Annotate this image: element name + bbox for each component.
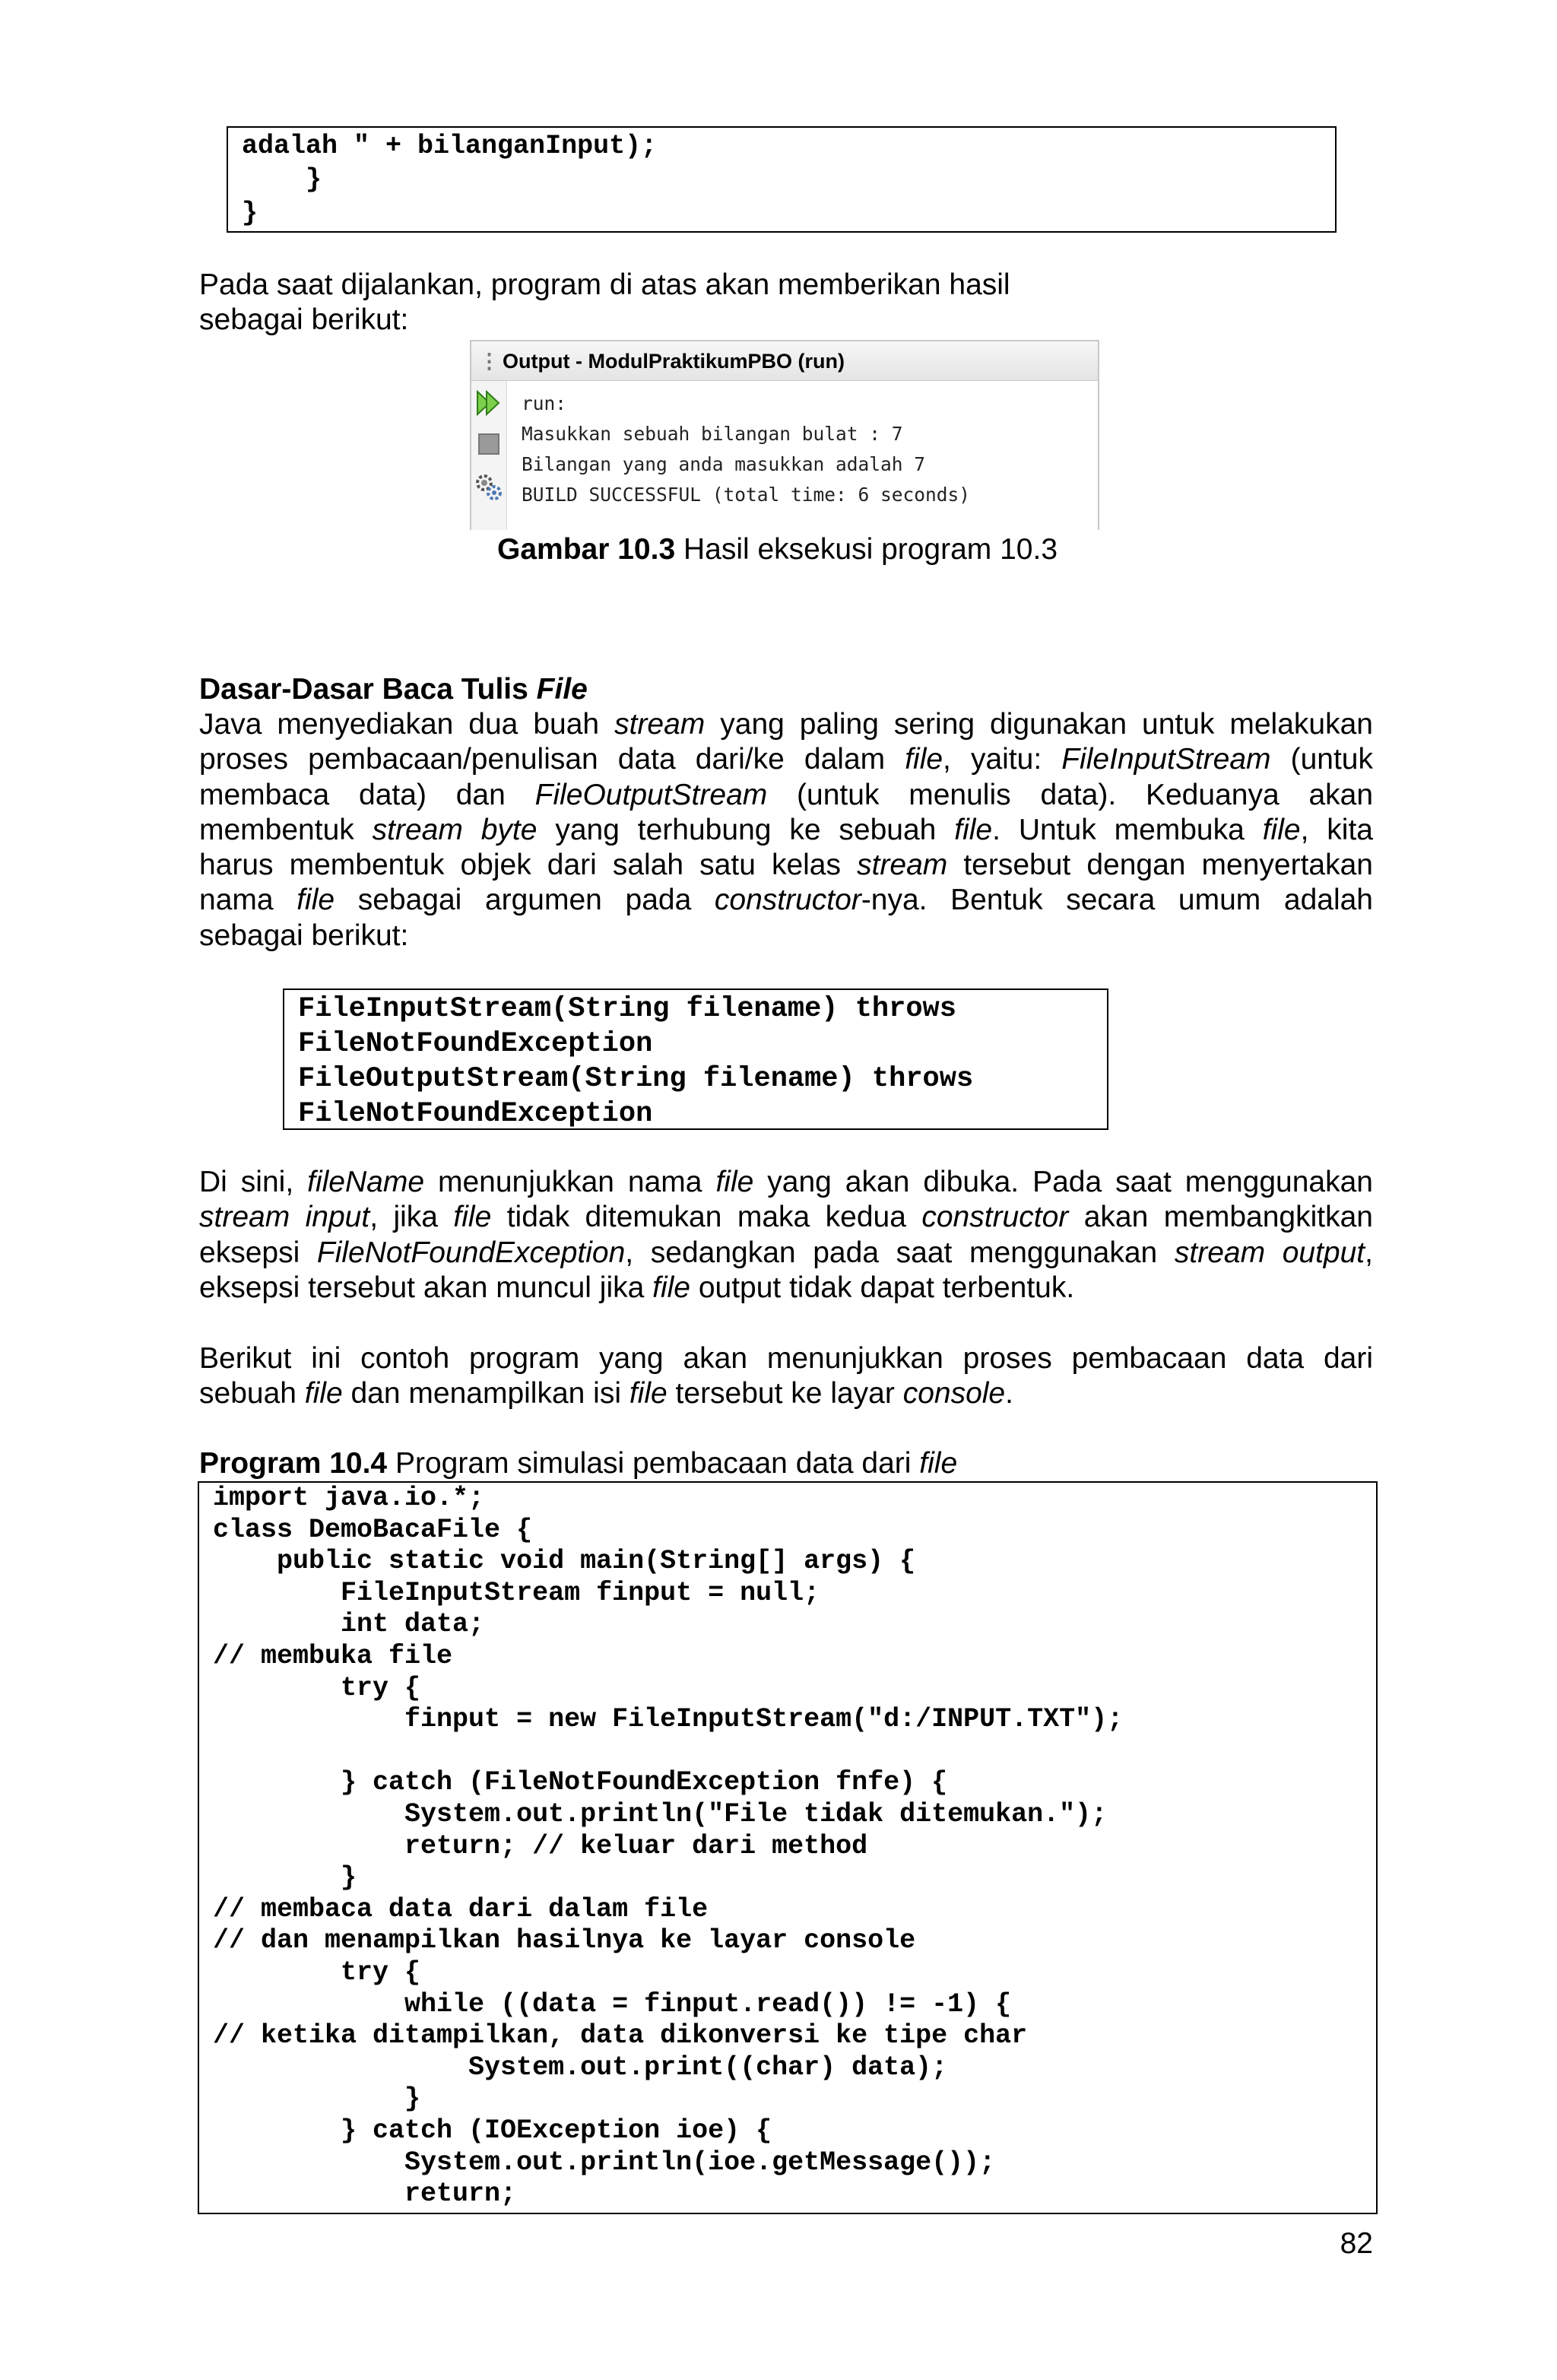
italic-term: constructor [921,1201,1069,1234]
text-line: Berikut ini contoh program yang akan menunjukkan proses pembacaan data dari [199,1342,1373,1375]
code-line: FileOutputStream(String filename) throws [298,1063,974,1095]
text-line: nama file sebagai argumen pada constructor-nya. Bentuk secara umum adalah [199,884,1373,917]
text-line: stream input, jika file tidak ditemukan maka kedua constructor akan membangkitkan [199,1201,1373,1234]
italic-term: stream byte [372,813,537,846]
italic-term: file [629,1377,668,1411]
italic-term: file [453,1201,492,1234]
italic-term: stream [614,708,706,741]
stop-icon[interactable] [474,430,503,459]
program-caption-italic: file [919,1447,958,1480]
code-line: // membaca data dari dalam file [213,1893,709,1925]
code-line: System.out.println("File tidak ditemukan."); [213,1799,1108,1829]
text-line: sebagai berikut: [199,919,409,952]
code-line: // ketika ditampilkan, data dikonversi ke tipe char [213,2020,1028,2052]
drag-handle-icon: ⋮ [479,350,499,373]
text-line: proses pembacaan/penulisan data dari/ke dalam file, yaitu: FileInputStream (untuk [199,743,1373,776]
code-line: class DemoBacaFile { [213,1514,533,1545]
italic-term: file [652,1271,690,1304]
code-line: FileNotFoundException [298,1098,653,1130]
code-line: return; // keluar dari method [213,1830,868,1861]
code-line: } [242,164,322,195]
paragraph-filename-exception [199,1165,1373,1306]
program-caption-text: Program simulasi pembacaan data dari [387,1447,920,1480]
settings-icon[interactable] [474,472,504,503]
code-line: } [213,1862,357,1893]
text-line: membentuk stream byte yang terhubung ke sebuah file. Untuk membuka file, kita [199,813,1373,846]
italic-term: file [296,884,335,917]
italic-term: file [1262,813,1301,846]
text-line: eksepsi FileNotFoundException, sedangkan pada saat menggunakan stream output, [199,1236,1373,1269]
section-heading [199,672,588,707]
italic-term: stream input [199,1201,370,1234]
code-line: FileInputStream(String filename) throws [298,993,956,1025]
italic-term: file [905,743,943,776]
output-window-title [471,341,1098,381]
code-line: } catch (IOException ioe) { [213,2115,772,2146]
code-line: // dan menampilkan hasilnya ke layar console [213,1925,916,1956]
code-line: } [242,198,258,228]
code-line: try { [213,1957,421,1988]
paragraph-file-streams [199,707,1373,954]
page-number: 82 [1340,2227,1373,2260]
italic-term: fileName [307,1166,425,1198]
output-line: Masukkan sebuah bilangan bulat : 7 [522,423,903,445]
italic-term: stream [857,849,948,882]
program-code-box [198,1481,1378,2214]
text-line: Di sini, fileName menunjukkan nama file yang akan dibuka. Pada saat menggunakan [199,1166,1373,1198]
top-code-box [227,126,1337,233]
code-line: return; [213,2178,517,2210]
output-gutter [471,381,507,530]
output-line: run: [522,392,567,414]
rerun-icon[interactable] [474,389,503,417]
text-line: harus membentuk objek dari salah satu kelas stream tersebut dengan menyertakan [199,849,1373,882]
code-line: } catch (FileNotFoundException fnfe) { [213,1767,948,1798]
figure-caption-text: Hasil eksekusi program 10.3 [675,533,1058,566]
section-heading-italic: File [536,673,588,706]
text-line: sebuah file dan menampilkan isi file tersebut ke layar console. [199,1377,1013,1411]
program-caption [199,1446,957,1481]
output-title-text: Output - ModulPraktikumPBO (run) [503,350,845,373]
italic-term: FileNotFoundException [316,1236,626,1269]
output-line: BUILD SUCCESSFUL (total time: 6 seconds) [522,484,971,506]
italic-term: stream output [1174,1236,1365,1269]
code-line: while ((data = finput.read()) != -1) { [213,1988,1012,2020]
output-window [470,340,1099,530]
text-line: sebagai berikut: [199,303,409,337]
italic-term: file [954,813,993,846]
code-line: import java.io.*; [213,1483,485,1513]
paragraph-example-intro [199,1341,1373,1412]
italic-term: file [715,1166,754,1198]
code-line: public static void main(String[] args) { [213,1546,916,1577]
code-line: try { [213,1672,421,1703]
code-line: } [213,2083,421,2115]
text-line: membaca data) dan FileOutputStream (untuk menulis data). Keduanya akan [199,778,1374,811]
text-line: eksepsi tersebut akan muncul jika file output tidak dapat terbentuk. [199,1271,1075,1304]
figure-caption-label: Gambar 10.3 [497,533,676,566]
italic-term: FileInputStream [1061,743,1271,776]
code-line: // membuka file [213,1641,453,1671]
code-line: int data; [213,1609,485,1640]
code-line: FileInputStream finput = null; [213,1577,820,1608]
code-line: adalah " + bilanganInput); [242,131,658,161]
italic-term: constructor [714,884,861,917]
constructor-signature-box [283,988,1108,1130]
code-line: finput = new FileInputStream("d:/INPUT.TXT"); [213,1704,1124,1735]
program-caption-label: Program 10.4 [199,1447,388,1480]
code-line: System.out.println(ioe.getMessage()); [213,2147,996,2178]
italic-term: file [304,1377,343,1411]
italic-term: console [902,1377,1006,1411]
italic-term: FileOutputStream [534,778,768,811]
code-line: FileNotFoundException [298,1028,653,1060]
output-line: Bilangan yang anda masukkan adalah 7 [522,453,926,475]
text-line: Java menyediakan dua buah stream yang paling sering digunakan untuk melakukan [199,708,1373,741]
code-line: System.out.print((char) data); [213,2052,948,2083]
intro-paragraph [199,268,1111,338]
section-heading-text: Dasar-Dasar Baca Tulis [199,673,537,706]
text-line: Pada saat dijalankan, program di atas akan memberikan hasil [199,268,1010,301]
figure-caption [497,532,1058,567]
